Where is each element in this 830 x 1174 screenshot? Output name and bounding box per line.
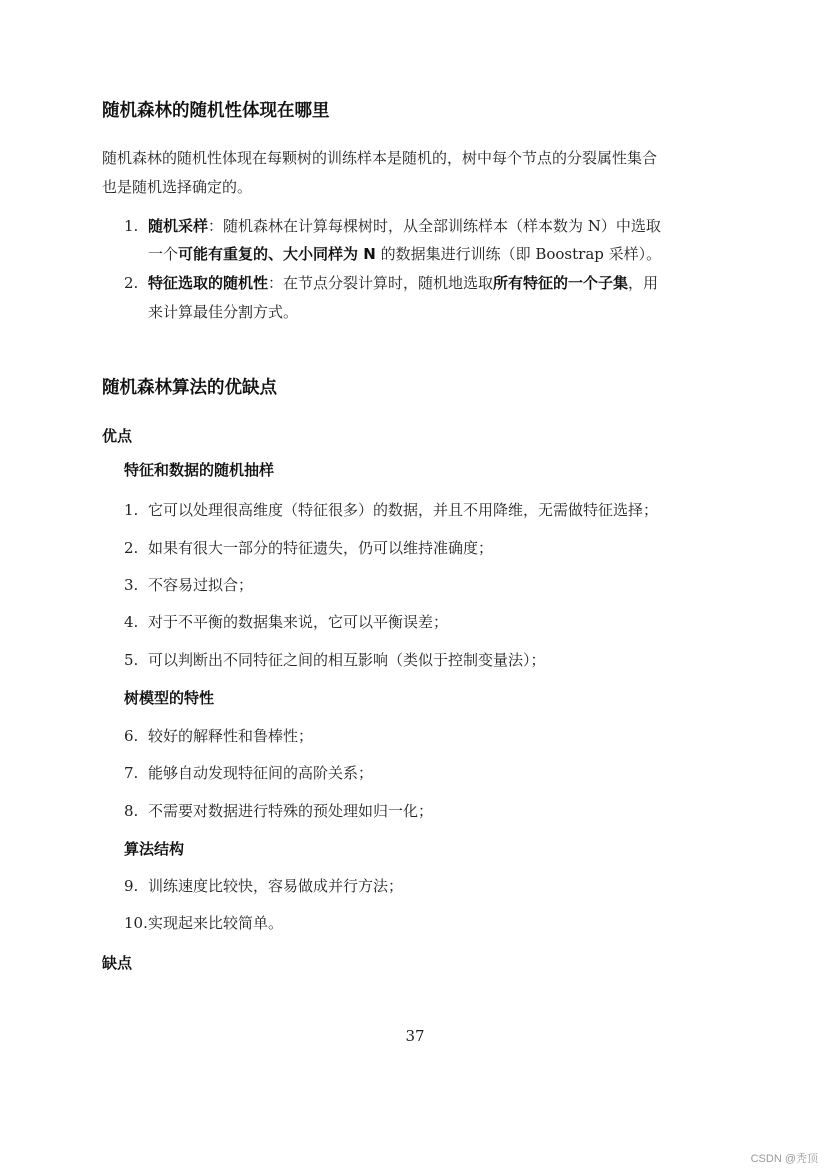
list-item — [124, 538, 493, 558]
item-text: 不容易过拟合； — [148, 576, 254, 594]
list-number: 9. — [124, 877, 139, 895]
list-number: 2. — [124, 274, 139, 292]
item-text: 能够自动发现特征间的高阶关系； — [148, 764, 374, 782]
item-text: 不需要对数据进行特殊的预处理如归一化； — [148, 802, 434, 820]
list-item — [124, 612, 448, 632]
item-text: 它可以处理很高维度（特征很多）的数据，并且不用降维，无需做特征选择； — [148, 501, 659, 519]
group-heading: 特征和数据的随机抽样 — [124, 461, 275, 479]
item-text: 对于不平衡的数据集来说，它可以平衡误差； — [148, 613, 449, 631]
item-text: 的数据集进行训练（即 Boostrap 采样）。 — [375, 245, 662, 263]
item-text: 训练速度比较快，容易做成并行方法； — [148, 877, 404, 895]
list-item — [124, 216, 661, 236]
item-text: 实现起来比较简单。 — [148, 914, 284, 932]
cons-heading: 缺点 — [102, 954, 133, 972]
list-item-continuation — [148, 244, 661, 264]
list-item — [124, 650, 546, 670]
bold-term: 特征选取的随机性 — [148, 274, 269, 292]
section-title: 随机森林算法的优缺点 — [102, 378, 277, 398]
item-text: 可以判断出不同特征之间的相互影响（类似于控制变量法）； — [148, 651, 546, 669]
item-text: 较好的解释性和鲁棒性； — [148, 727, 314, 745]
list-number: 1. — [124, 217, 139, 235]
bold-term: 可能有重复的、大小同样为 N — [178, 245, 376, 263]
list-number: 5. — [124, 651, 139, 669]
list-number: 3. — [124, 576, 139, 594]
list-item — [124, 913, 283, 933]
bold-term: 所有特征的一个子集 — [493, 274, 629, 292]
list-number: 6. — [124, 727, 139, 745]
section-title: 随机森林的随机性体现在哪里 — [102, 101, 330, 121]
pros-heading: 优点 — [102, 427, 133, 445]
list-item — [124, 801, 433, 821]
item-text: ：在节点分裂计算时，随机地选取 — [268, 274, 494, 292]
list-number: 2. — [124, 539, 139, 557]
list-number: 1. — [124, 501, 139, 519]
list-number: 7. — [124, 764, 139, 782]
page-number: 37 — [405, 1027, 425, 1045]
paragraph-line: 随机森林的随机性体现在每颗树的训练样本是随机的，树中每个节点的分裂属性集合 — [102, 149, 658, 167]
list-item — [124, 273, 658, 293]
list-number: 8. — [124, 802, 139, 820]
list-item — [124, 726, 313, 746]
group-heading: 算法结构 — [124, 840, 185, 858]
list-item — [124, 763, 373, 783]
list-number: 10. — [124, 914, 148, 932]
paragraph-line: 也是随机选择确定的。 — [102, 178, 253, 196]
item-text: ：随机森林在计算每棵树时，从全部训练样本（样本数为 N）中选取 — [208, 217, 661, 235]
item-text: 如果有很大一部分的特征遗失，仍可以维持准确度； — [148, 539, 494, 557]
list-item — [124, 575, 253, 595]
list-item — [124, 500, 658, 520]
list-item — [124, 876, 403, 896]
item-text: 一个 — [148, 245, 179, 263]
group-heading: 树模型的特性 — [124, 689, 215, 707]
list-item-continuation: 来计算最佳分割方式。 — [148, 303, 299, 321]
item-text: ，用 — [628, 274, 659, 292]
bold-term: 随机采样 — [148, 217, 209, 235]
list-number: 4. — [124, 613, 139, 631]
watermark: CSDN @秃顶 — [750, 1153, 818, 1165]
